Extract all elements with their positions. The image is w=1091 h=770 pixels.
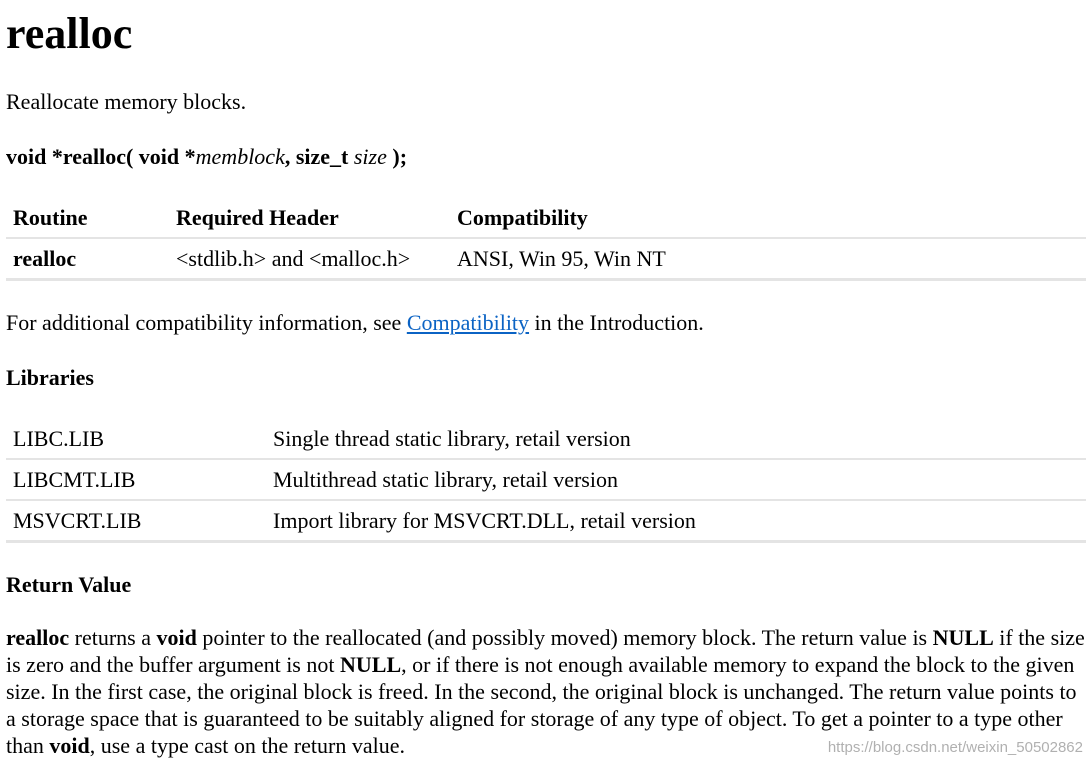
compatibility-note [6,309,704,337]
requirements-table [6,198,1086,281]
compat-note-after: in the Introduction. [529,310,704,335]
return-value-heading: Return Value [6,572,132,597]
kw-void: void [49,733,90,758]
library-name: MSVCRT.LIB [6,500,266,542]
syntax-param-memblock: memblock [195,144,285,169]
ret-text-3: if the size is zero and the buffer argument is not [6,625,1085,677]
requirements-header-row [6,198,1086,238]
header-cell: <stdlib.h> and <malloc.h> [169,238,450,280]
table-row [6,419,1086,459]
library-name: LIBCMT.LIB [6,459,266,500]
watermark: https://blog.csdn.net/weixin_50502862 [827,739,1083,756]
function-syntax [6,143,407,171]
ret-text-1: returns a [69,625,157,650]
header-compatibility: Compatibility [450,198,1086,238]
ret-text-4: , or if there is not enough available memory to expand the block to the given size. In the first case, the original block is freed. In the second, the original block is unchanged. The return value points to a storage space that is guaranteed to be suitably aligned for storage of any type of object. To get a pointer to a type other than [6,652,1077,758]
syntax-param-size: size [353,144,387,169]
library-name: LIBC.LIB [6,419,266,459]
page-title: realloc [6,9,133,58]
routine-name: realloc [13,245,77,271]
compat-note-before: For additional compatibility information, see [6,310,407,335]
syntax-part-2: , size_t [284,144,354,169]
library-description: Multithread static library, retail version [266,459,1086,500]
table-row [6,500,1086,542]
syntax-part-3: ); [386,144,408,169]
library-description: Single thread static library, retail version [266,419,1086,459]
table-row [6,459,1086,500]
compatibility-cell: ANSI, Win 95, Win NT [450,238,1086,280]
summary-text: Reallocate memory blocks. [6,89,247,114]
syntax-part-1: void *realloc( void * [6,144,196,169]
ret-text-2: pointer to the reallocated (and possibly moved) memory block. The return value is [196,625,933,650]
kw-void: void [156,625,197,650]
compatibility-link[interactable]: Compatibility [406,310,530,335]
kw-realloc: realloc [6,625,70,650]
header-required-header: Required Header [169,198,450,238]
kw-null: NULL [340,652,402,677]
library-description: Import library for MSVCRT.DLL, retail version [266,500,1086,542]
header-routine: Routine [6,198,169,238]
ret-text-5: , use a type cast on the return value. [89,733,405,758]
libraries-heading: Libraries [6,365,94,390]
kw-null: NULL [932,625,994,650]
routine-cell [6,238,169,280]
libraries-table [6,419,1086,543]
table-row [6,238,1086,280]
